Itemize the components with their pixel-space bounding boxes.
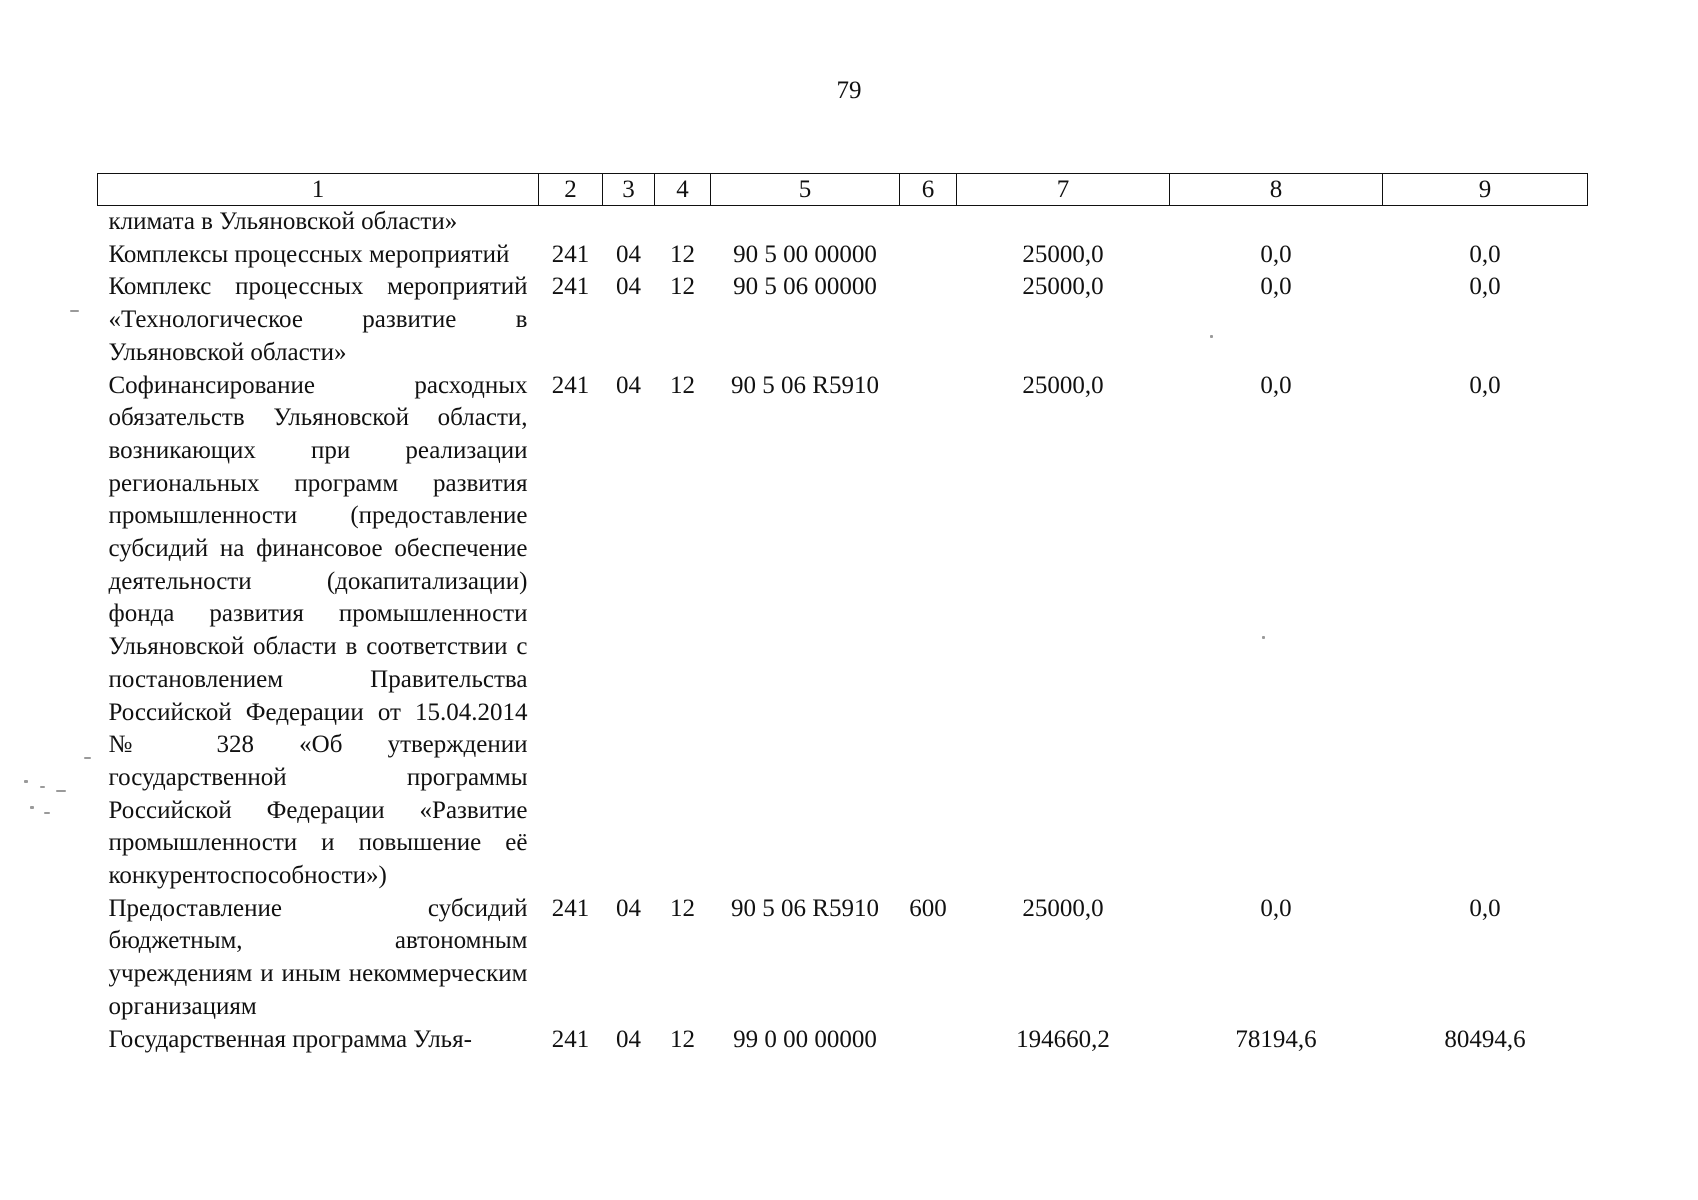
column-header-4: 4 [655, 174, 711, 206]
cell-col5: 90 5 06 00000 [733, 273, 877, 301]
cell-col7: 25000,0 [1022, 240, 1104, 268]
cell-col4: 12 [670, 240, 695, 268]
scan-speck [56, 790, 66, 792]
cell-col2: 241 [551, 273, 590, 301]
cell-col6 [900, 271, 957, 369]
table-row [98, 239, 1588, 272]
cell-col7: 25000,0 [1022, 371, 1104, 399]
cell-col2: 241 [551, 894, 590, 922]
cell-col6: 600 [909, 894, 947, 922]
cell-col6 [900, 1024, 957, 1057]
cell-col3: 04 [616, 273, 641, 301]
cell-col5 [711, 206, 900, 239]
cell-col8: 0,0 [1260, 240, 1292, 268]
cell-col4: 12 [670, 273, 695, 301]
cell-col5: 90 5 06 R5910 [731, 371, 879, 399]
row-description: климата в Ульяновской области» [108, 208, 458, 235]
cell-col9: 0,0 [1469, 894, 1501, 922]
cell-col8: 0,0 [1260, 894, 1292, 922]
row-description: Комплексы процессных мероприятий [108, 240, 510, 268]
cell-col3: 04 [616, 371, 641, 399]
cell-col8: 0,0 [1260, 273, 1292, 301]
column-header-1: 1 [98, 174, 539, 206]
table-row [98, 206, 1588, 239]
cell-col5: 90 5 00 00000 [733, 240, 877, 268]
cell-col7: 194660,2 [1016, 1025, 1110, 1053]
column-header-2: 2 [539, 174, 603, 206]
budget-table [97, 173, 1588, 1056]
column-header-3: 3 [603, 174, 655, 206]
cell-col4 [655, 206, 711, 239]
cell-col9 [1383, 206, 1588, 239]
scan-speck [1210, 335, 1213, 338]
scan-speck [44, 812, 50, 814]
cell-col4: 12 [670, 894, 695, 922]
cell-col4: 12 [670, 1025, 695, 1053]
scan-speck [24, 780, 28, 783]
cell-col9: 80494,6 [1444, 1025, 1526, 1053]
column-header-7: 7 [957, 174, 1170, 206]
table-row [98, 893, 1588, 1024]
cell-col2: 241 [551, 371, 590, 399]
table-header [98, 174, 1588, 206]
row-description: Предоставление субсидий бюджетным, автономным учреждениям и иным некоммерческим организациям [108, 894, 528, 1020]
row-description: Софинансирование расходных обязательств Ульяновской области, возникающих при реализации региональных программ развития промышленности (предоставление субсидий на финансовое обеспечение деятельности (докапитализации) фонда развития промышленности Ульяновской области в соответствии с постановлением Правительства Российской Федерации от 15.04.2014 № 328 «Об утверждении государственной программы Российской Федерации «Развитие промышленности и повышение её конкурентоспособности») [108, 371, 528, 890]
cell-col9: 0,0 [1469, 273, 1501, 301]
cell-col2 [539, 206, 603, 239]
page-number: 79 [836, 77, 862, 104]
cell-col3: 04 [616, 240, 641, 268]
cell-col6 [900, 370, 957, 893]
cell-col7 [957, 206, 1170, 239]
cell-col5: 90 5 06 R5910 [731, 894, 879, 922]
cell-col2: 241 [551, 240, 590, 268]
scan-speck [30, 806, 34, 809]
cell-col4: 12 [670, 371, 695, 399]
row-description: Государственная программа Улья- [108, 1025, 472, 1053]
table-body [98, 206, 1588, 1057]
cell-col8 [1170, 206, 1383, 239]
cell-col8: 0,0 [1260, 371, 1292, 399]
header-row [98, 174, 1588, 206]
cell-col5: 99 0 00 00000 [733, 1025, 877, 1053]
scan-speck [70, 310, 79, 312]
cell-col9: 0,0 [1469, 371, 1501, 399]
cell-col7: 25000,0 [1022, 273, 1104, 301]
scan-speck [84, 757, 91, 759]
cell-col6 [900, 206, 957, 239]
row-description: Комплекс процессных мероприятий «Технологическое развитие в Ульяновской области» [108, 273, 528, 366]
cell-col9: 0,0 [1469, 240, 1501, 268]
table-row [98, 1024, 1588, 1057]
cell-col2: 241 [551, 1025, 590, 1053]
cell-col8: 78194,6 [1235, 1025, 1317, 1053]
cell-col7: 25000,0 [1022, 894, 1104, 922]
scan-speck [40, 786, 45, 788]
column-header-9: 9 [1383, 174, 1588, 206]
column-header-6: 6 [900, 174, 957, 206]
column-header-8: 8 [1170, 174, 1383, 206]
scan-speck [1262, 636, 1265, 639]
table-row [98, 370, 1588, 893]
table-row [98, 271, 1588, 369]
cell-col3 [603, 206, 655, 239]
cell-col3: 04 [616, 894, 641, 922]
cell-col3: 04 [616, 1025, 641, 1053]
column-header-5: 5 [711, 174, 900, 206]
cell-col6 [900, 239, 957, 272]
